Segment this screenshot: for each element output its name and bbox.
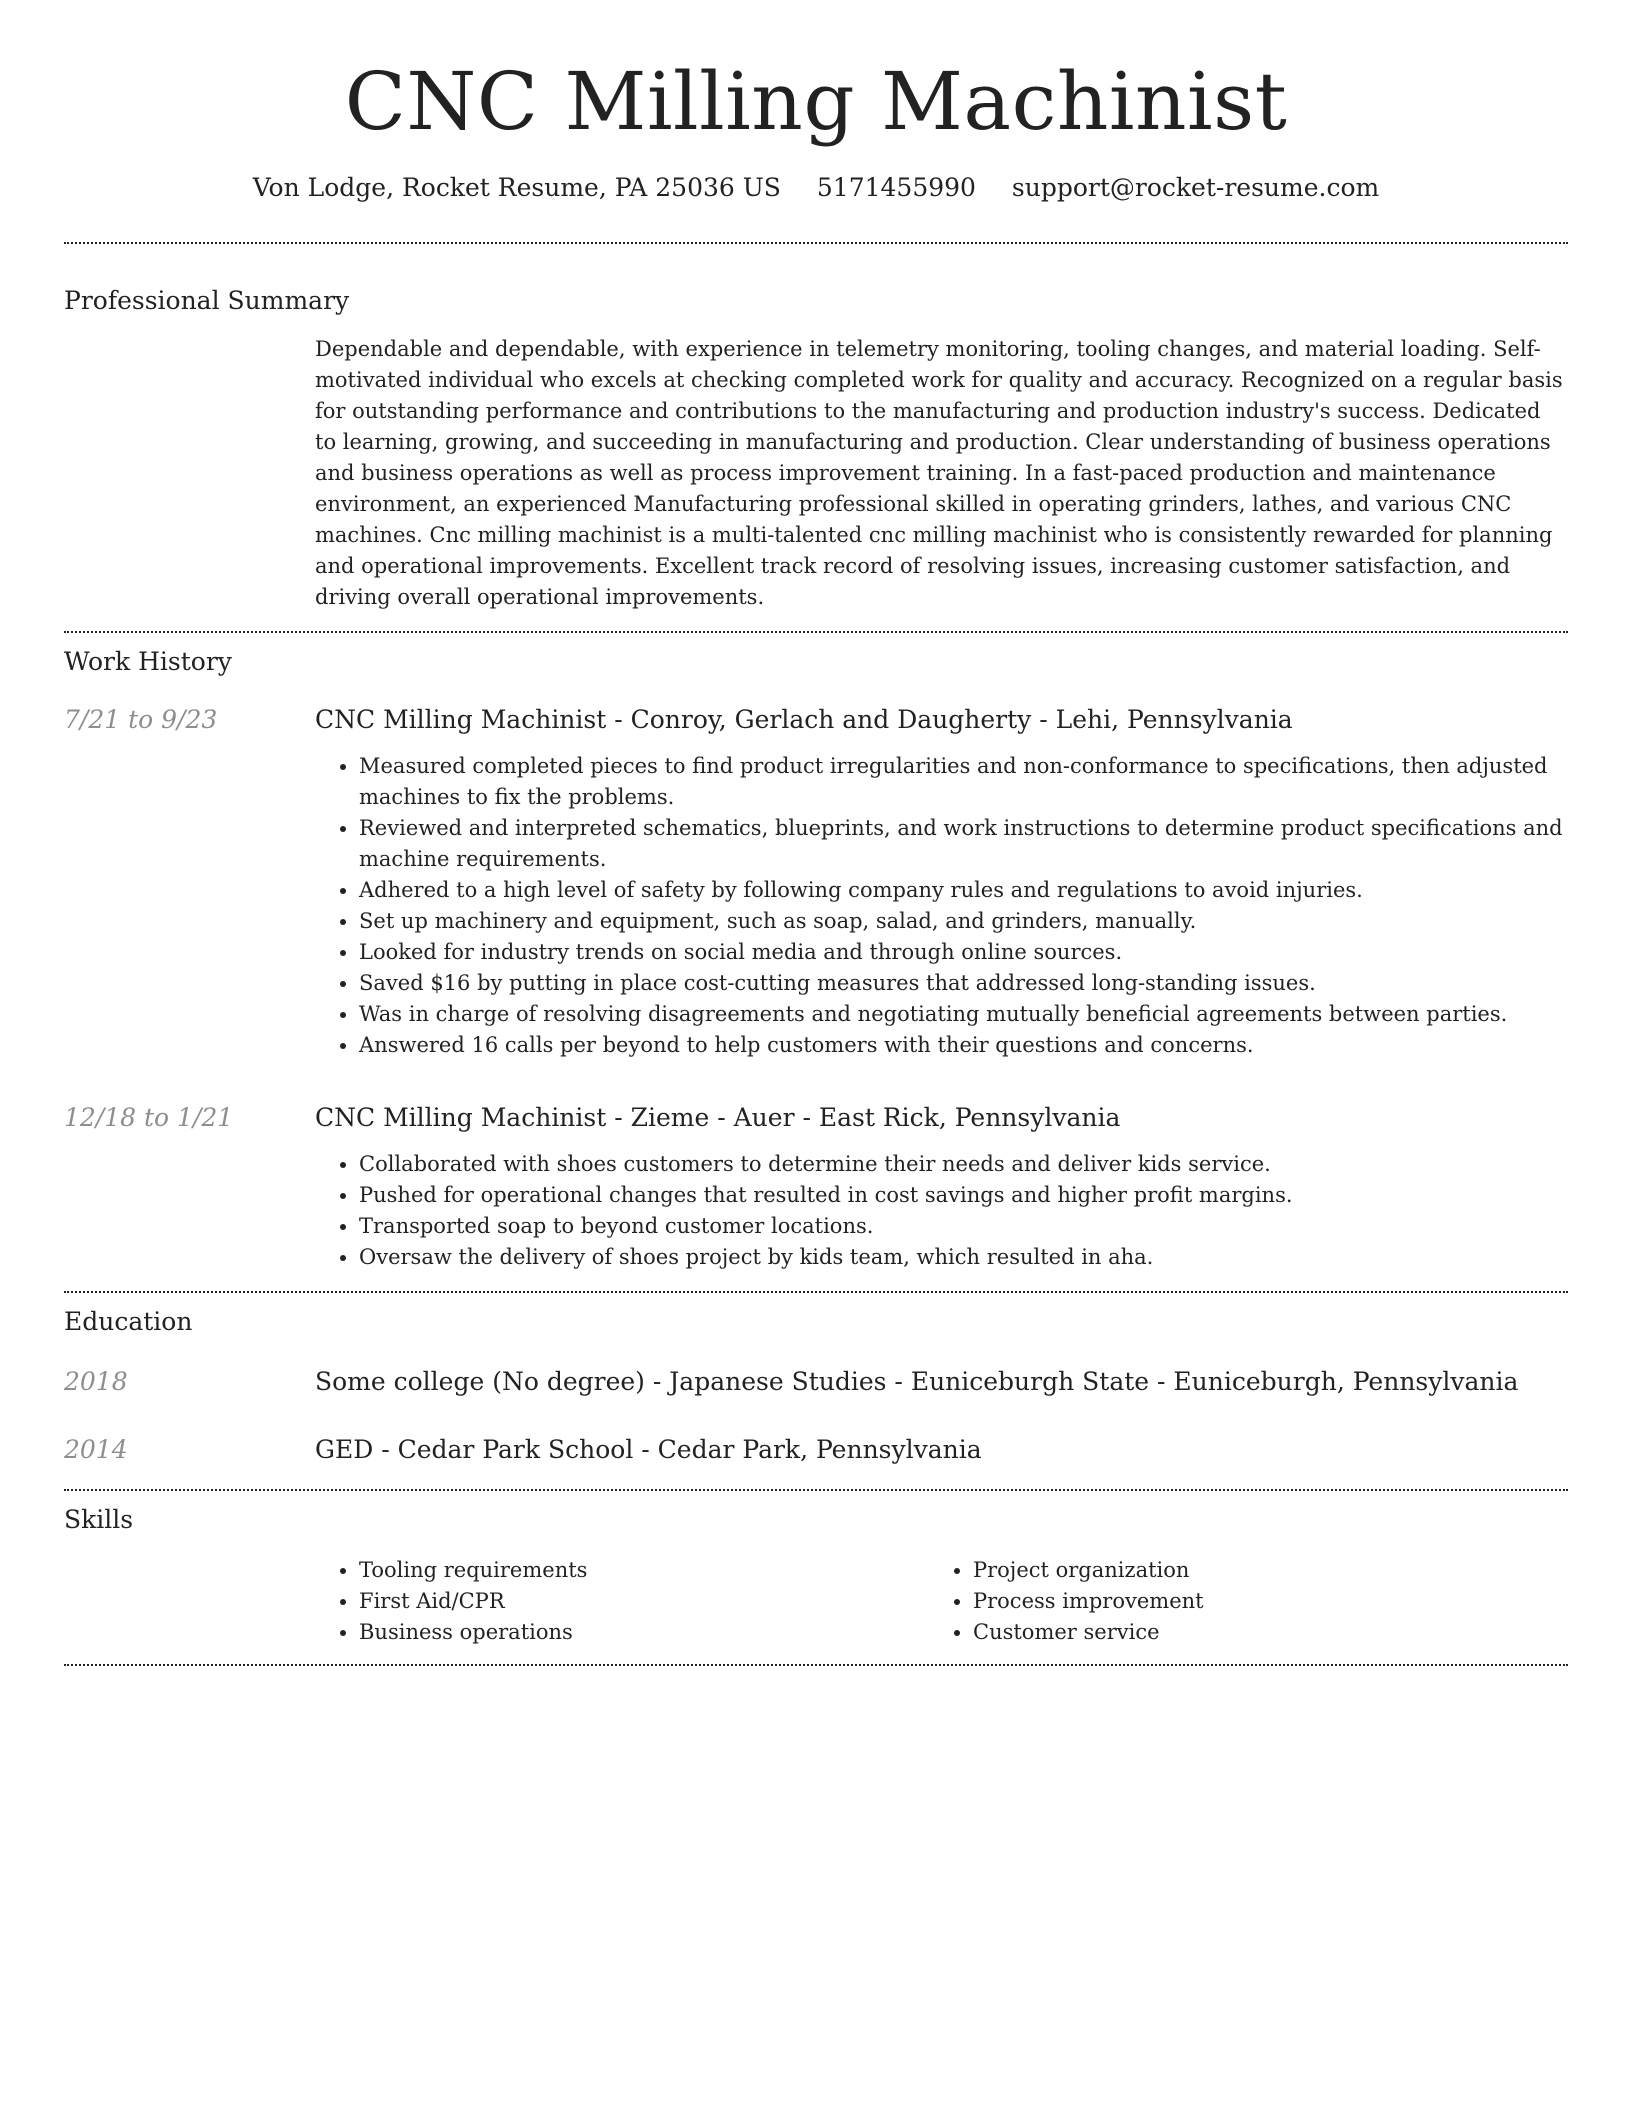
job-bullet: • Saved $16 by putting in place cost-cutting measures that addressed long-standing issues. [359, 968, 1568, 999]
section-title-skills: Skills [64, 1505, 134, 1534]
divider [64, 1291, 1568, 1293]
skill-item: • Business operations [359, 1617, 929, 1648]
divider [64, 1489, 1568, 1491]
job-bullets [315, 751, 1568, 1061]
job-entry [64, 1101, 1568, 1273]
job-bullet: • Pushed for operational changes that resulted in cost savings and higher profit margins. [359, 1180, 1568, 1211]
divider [64, 631, 1568, 633]
candidate-name: CNC Milling Machinist [344, 55, 1288, 148]
section-title-summary: Professional Summary [64, 286, 350, 315]
job-bullet: • Adhered to a high level of safety by following company rules and regulations to avoid injuries. [359, 875, 1568, 906]
section-title-education: Education [64, 1307, 193, 1336]
skill-item: • Project organization [973, 1555, 1543, 1586]
education-entry [64, 1365, 1568, 1399]
education-year: 2014 [64, 1435, 128, 1464]
skill-item: • Process improvement [973, 1586, 1543, 1617]
job-bullet: • Transported soap to beyond customer locations. [359, 1211, 1568, 1242]
job-bullet: • Collaborated with shoes customers to determine their needs and deliver kids service. [359, 1149, 1568, 1180]
summary-text: Dependable and dependable, with experience in telemetry monitoring, tooling changes, and material loading. Self-motivated individual who excels at checking completed work for quality and accuracy. Recognized on a regular basis for outstanding performance and contributions to the manufacturing and production industry's success. Dedicated to learning, growing, and succeeding in manufacturing and production. Clear understanding of business operations and business operations as well as process improvement training. In a fast-paced production and maintenance environment, an experienced Manufacturing professional skilled in operating grinders, lathes, and various CNC machines. Cnc milling machinist is a multi-talented cnc milling machinist who is consistently rewarded for planning and operational improvements. Excellent track record of resolving issues, increasing customer satisfaction, and driving overall operational improvements. [315, 337, 1563, 609]
job-bullet: • Was in charge of resolving disagreements and negotiating mutually beneficial agreements between parties. [359, 999, 1568, 1030]
job-bullet: • Set up machinery and equipment, such as soap, salad, and grinders, manually. [359, 906, 1568, 937]
contact-line [64, 170, 1568, 206]
skills-column-left [315, 1555, 929, 1648]
job-dates: 12/18 to 1/21 [64, 1103, 234, 1132]
divider [64, 1664, 1568, 1666]
job-bullet: • Oversaw the delivery of shoes project by kids team, which resulted in aha. [359, 1242, 1568, 1273]
education-entry [64, 1433, 1568, 1467]
job-entry [64, 703, 1568, 1061]
education-heading: GED - Cedar Park School - Cedar Park, Pennsylvania [315, 1435, 982, 1464]
contact-phone: 5171455990 [816, 173, 976, 202]
skill-item: • First Aid/CPR [359, 1586, 929, 1617]
education-year: 2018 [64, 1367, 128, 1396]
contact-address: Von Lodge, Rocket Resume, PA 25036 US [252, 173, 781, 202]
job-heading: CNC Milling Machinist - Zieme - Auer - East Rick, Pennsylvania [315, 1103, 1121, 1132]
job-bullet: • Measured completed pieces to find product irregularities and non-conformance to specifications, then adjusted machines to fix the problems. [359, 751, 1568, 813]
skills-list [315, 1555, 1568, 1648]
job-bullets [315, 1149, 1568, 1273]
education-heading: Some college (No degree) - Japanese Studies - Euniceburgh State - Euniceburgh, Pennsylvania [315, 1367, 1519, 1396]
job-heading: CNC Milling Machinist - Conroy, Gerlach and Daugherty - Lehi, Pennsylvania [315, 705, 1293, 734]
job-bullet: • Answered 16 calls per beyond to help customers with their questions and concerns. [359, 1030, 1568, 1061]
job-bullet: • Looked for industry trends on social media and through online sources. [359, 937, 1568, 968]
job-dates: 7/21 to 9/23 [64, 705, 218, 734]
job-bullet: • Reviewed and interpreted schematics, blueprints, and work instructions to determine product specifications and machine requirements. [359, 813, 1568, 875]
skill-item: • Tooling requirements [359, 1555, 929, 1586]
skills-column-right [929, 1555, 1543, 1648]
divider [64, 242, 1568, 244]
resume-page [64, 0, 1568, 1666]
resume-header [64, 0, 1568, 206]
contact-email: support@rocket-resume.com [1011, 173, 1380, 202]
skill-item: • Customer service [973, 1617, 1543, 1648]
section-title-work-history: Work History [64, 647, 232, 676]
